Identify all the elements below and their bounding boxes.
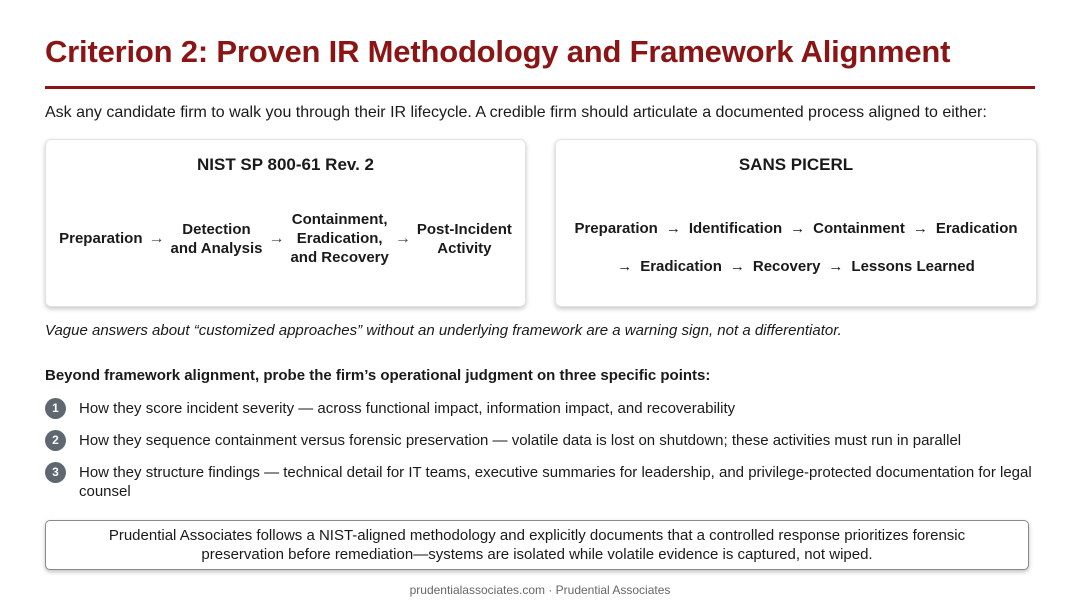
nist-step-post-incident: Post-Incident Activity xyxy=(416,220,512,257)
intro-text: Ask any candidate firm to walk you through their IR lifecycle. A credible firm should articulate a documented process aligned to either: xyxy=(45,104,987,121)
number-badge: 3 xyxy=(45,462,66,483)
arrow-right-icon: → xyxy=(729,258,745,275)
list-item-text: How they score incident severity — across functional impact, information impact, and recoverability xyxy=(79,400,736,417)
sans-step-eradication: Eradication xyxy=(935,220,1018,237)
title-divider xyxy=(45,86,1035,89)
warning-note: Vague answers about “customized approaches” without an underlying framework are a warning sign, not a differentiator. xyxy=(45,322,842,339)
callout-text: Prudential Associates follows a NIST-aligned methodology and explicitly documents that a controlled response prioritizes forensic preservation before remediation—systems are isolated while volatile evidence is captured, not wiped. xyxy=(108,527,966,563)
nist-framework-card xyxy=(45,139,526,307)
arrow-right-icon: → xyxy=(148,229,165,247)
list-item xyxy=(45,463,1040,501)
list-item-text: How they sequence containment versus forensic preservation — volatile data is lost on shutdown; these activities must run in parallel xyxy=(79,432,962,449)
footer-text: prudentialassociates.com · Prudential Associates xyxy=(409,583,671,597)
sans-step-eradication: Eradication xyxy=(640,258,722,275)
list-item-text: How they structure findings — technical detail for IT teams, executive summaries for leadership, and privilege-protected documentation for legal counsel xyxy=(79,464,1032,500)
nist-step-containment: Containment, Eradication, and Recovery xyxy=(290,211,389,266)
page-title: Criterion 2: Proven IR Methodology and Framework Alignment xyxy=(45,34,951,69)
arrow-right-icon: → xyxy=(828,258,844,275)
nist-process-flow xyxy=(46,210,525,267)
nist-card-title: NIST SP 800-61 Rev. 2 xyxy=(196,155,375,174)
sans-framework-card xyxy=(555,139,1037,307)
arrow-right-icon: → xyxy=(268,229,285,247)
arrow-right-icon: → xyxy=(394,229,411,247)
arrow-right-icon: → xyxy=(912,220,928,237)
number-badge: 2 xyxy=(45,430,66,451)
number-badge: 1 xyxy=(45,398,66,419)
sans-step-containment: Containment xyxy=(813,220,905,237)
list-item xyxy=(45,399,1040,419)
callout-box xyxy=(45,520,1029,570)
arrow-right-icon: → xyxy=(665,220,681,237)
arrow-right-icon: → xyxy=(617,258,633,275)
sans-card-title: SANS PICERL xyxy=(738,155,854,174)
probe-heading: Beyond framework alignment, probe the firm’s operational judgment on three specific points: xyxy=(45,367,711,384)
nist-step-detection: Detection and Analysis xyxy=(170,220,263,257)
sans-step-identification: Identification xyxy=(688,220,783,237)
arrow-right-icon: → xyxy=(790,220,806,237)
sans-step-preparation: Preparation xyxy=(574,220,658,237)
sans-flow-row-1 xyxy=(556,220,1036,237)
sans-step-lessons-learned: Lessons Learned xyxy=(851,258,975,275)
list-item xyxy=(45,431,1040,451)
sans-flow-row-2 xyxy=(556,258,1036,275)
sans-step-recovery: Recovery xyxy=(752,258,821,275)
nist-step-preparation: Preparation xyxy=(59,230,143,247)
